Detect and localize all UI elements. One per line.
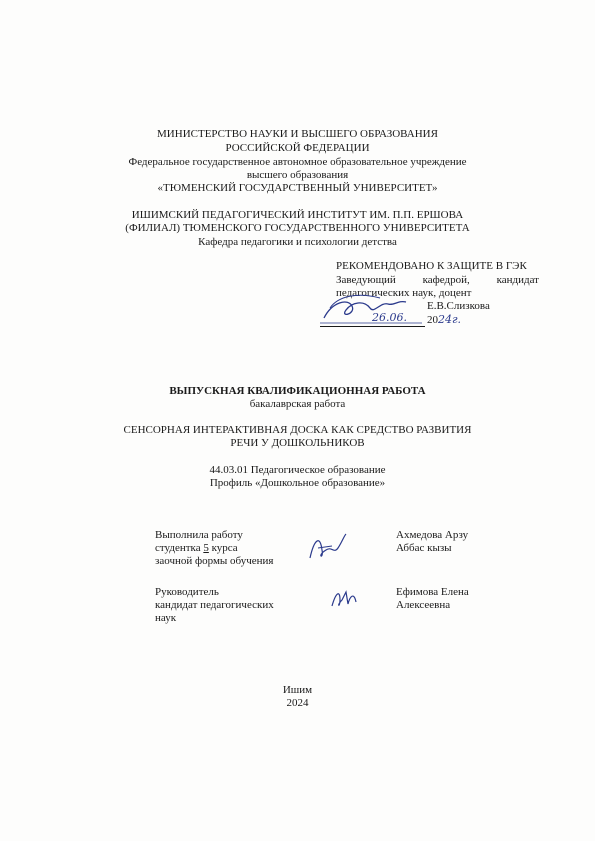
ministry-line-1: МИНИСТЕРСТВО НАУКИ И ВЫСШЕГО ОБРАЗОВАНИЯ	[157, 128, 438, 140]
approval-date-handwritten: 26.06.	[372, 311, 407, 324]
work-title-line-1: СЕНСОРНАЯ ИНТЕРАКТИВНАЯ ДОСКА КАК СРЕДСТВО РАЗВИТИЯ	[123, 424, 472, 436]
department-name: Кафедра педагогики и психологии детства	[198, 236, 397, 248]
supervisor-name-2: Алексеевна	[396, 599, 451, 611]
student-label-2	[155, 541, 238, 555]
program-profile: Профиль «Дошкольное образование»	[209, 477, 386, 489]
approval-head-word-1: Заведующий	[336, 274, 396, 286]
approval-year-handwritten: 24г.	[438, 313, 462, 326]
university-name: «ТЮМЕНСКИЙ ГОСУДАРСТВЕННЫЙ УНИВЕРСИТЕТ»	[157, 182, 438, 194]
agency-line-2: высшего образования	[246, 169, 349, 181]
work-title-line-2: РЕЧИ У ДОШКОЛЬНИКОВ	[230, 437, 365, 449]
supervisor-name-1: Ефимова Елена	[396, 586, 469, 598]
student-label-prefix: студентка	[155, 542, 204, 554]
student-signature	[304, 530, 354, 564]
approval-signer: Е.В.Слизкова	[427, 300, 490, 312]
student-course: 5	[203, 542, 209, 554]
student-name-2: Аббас кызы	[396, 542, 452, 554]
student-label-1: Выполнила работу	[155, 529, 243, 541]
student-label-3: заочной формы обучения	[155, 555, 274, 567]
supervisor-label-3: наук	[155, 612, 177, 624]
approval-head-word-3: кандидат	[496, 274, 539, 286]
ministry-line-2: РОССИЙСКОЙ ФЕДЕРАЦИИ	[225, 142, 370, 154]
student-label-suffix: курса	[208, 542, 238, 554]
work-level: бакалаврская работа	[249, 398, 346, 410]
agency-line-1: Федеральное государственное автономное образовательное учреждение	[128, 156, 467, 168]
institute-line-1: ИШИМСКИЙ ПЕДАГОГИЧЕСКИЙ ИНСТИТУТ ИМ. П.П. ЕРШОВА	[131, 209, 464, 221]
footer-city: Ишим	[282, 684, 313, 696]
approval-head-line	[336, 273, 539, 287]
supervisor-label-1: Руководитель	[155, 586, 219, 598]
program-code: 44.03.01 Педагогическое образование	[209, 464, 386, 476]
student-name-1: Ахмедова Арзу	[396, 529, 469, 541]
approval-year	[427, 313, 461, 327]
approval-year-printed: 20	[427, 314, 438, 326]
institute-line-2: (ФИЛИАЛ) ТЮМЕНСКОГО ГОСУДАРСТВЕННОГО УНИВЕРСИТЕТА	[125, 222, 470, 234]
footer-year: 2024	[286, 697, 309, 709]
approval-head-word-2: кафедрой,	[422, 274, 470, 286]
supervisor-signature	[328, 586, 362, 612]
approval-head-line-2: педагогических наук, доцент	[336, 287, 472, 299]
work-type: ВЫПУСКНАЯ КВАЛИФИКАЦИОННАЯ РАБОТА	[169, 385, 426, 397]
supervisor-label-2: кандидат педагогических	[155, 599, 274, 611]
approval-title: РЕКОМЕНДОВАНО К ЗАЩИТЕ В ГЭК	[336, 260, 527, 272]
